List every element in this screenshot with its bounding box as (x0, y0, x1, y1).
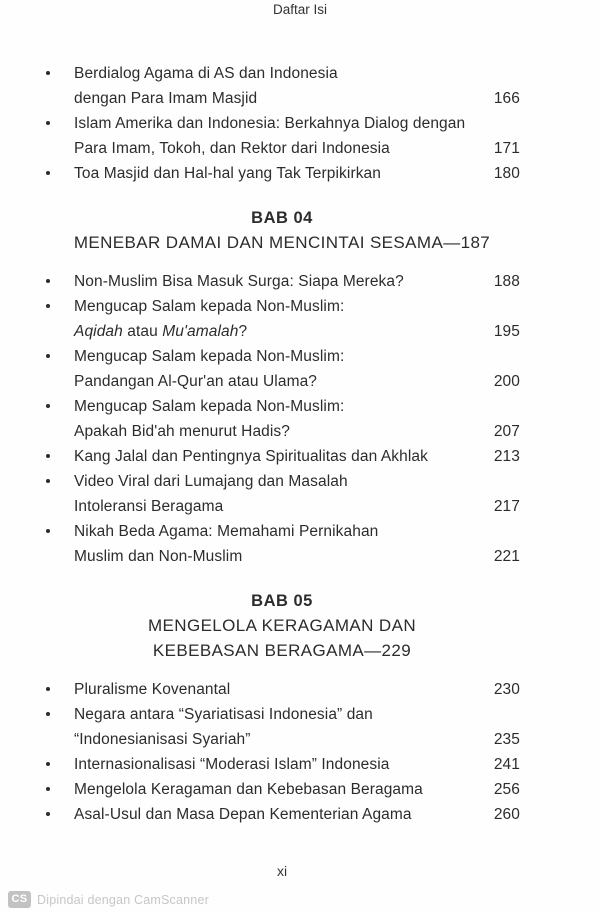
toc-entry-text: Kang Jalal dan Pentingnya Spiritualitas dan Akhlak (74, 448, 428, 465)
toc-item (44, 469, 520, 519)
toc-item-lines (74, 519, 520, 569)
toc-line (74, 469, 520, 494)
toc-entry-text: Apakah Bid'ah menurut Hadis? (74, 423, 291, 440)
toc-entry-page: 260 (493, 806, 520, 823)
toc-item-lines (74, 677, 520, 702)
bullet-icon (44, 344, 74, 369)
toc-entry-text: Internasionalisasi “Moderasi Islam” Indonesia (74, 756, 390, 773)
chapter-title-line: MENEBAR DAMAI DAN MENCINTAI SESAMA—187 (73, 233, 491, 252)
bullet-icon (44, 161, 74, 186)
toc-line (74, 802, 520, 827)
toc-entry-text: Mengucap Salam kepada Non-Muslim: (74, 348, 345, 365)
toc-entry-text: Mengucap Salam kepada Non-Muslim: (74, 298, 345, 315)
toc-entry-text: “Indonesianisasi Syariah” (74, 731, 251, 748)
toc-item (44, 519, 520, 569)
toc-line (74, 444, 520, 469)
toc-entry-text: dengan Para Imam Masjid (74, 90, 258, 107)
bullet-icon (44, 61, 74, 86)
toc-entry-page: 166 (493, 90, 520, 107)
toc-entry-page: 230 (493, 681, 520, 698)
camscanner-text: Dipindai dengan CamScanner (37, 892, 209, 907)
toc-list (44, 677, 520, 827)
toc-item-lines (74, 61, 520, 111)
toc-item (44, 802, 520, 827)
bullet-icon (44, 469, 74, 494)
toc-entry-text: Asal-Usul dan Masa Depan Kementerian Agama (74, 806, 412, 823)
toc-line (74, 161, 520, 186)
toc-item-lines (74, 294, 520, 344)
bullet-icon (44, 519, 74, 544)
toc-line (74, 61, 520, 86)
toc-item (44, 394, 520, 444)
toc-item-lines (74, 269, 520, 294)
toc-item (44, 444, 520, 469)
chapter-label: BAB 05 (251, 592, 313, 610)
toc-entry-page: 207 (493, 423, 520, 440)
toc-entry-text: Video Viral dari Lumajang dan Masalah (74, 473, 348, 490)
toc-entry-page: 235 (493, 731, 520, 748)
chapter-heading (44, 589, 520, 663)
toc-list (44, 61, 520, 186)
toc-item-lines (74, 702, 520, 752)
toc-item-lines (74, 752, 520, 777)
toc-line (74, 111, 520, 136)
bullet-icon (44, 702, 74, 727)
toc-entry-page: 188 (493, 273, 520, 290)
toc-item (44, 61, 520, 111)
toc-entry-page: 221 (493, 548, 520, 565)
toc-item (44, 269, 520, 294)
bullet-icon (44, 677, 74, 702)
bullet-icon (44, 394, 74, 419)
toc-entry-page: 213 (493, 448, 520, 465)
page-number-footer: xi (276, 863, 288, 879)
toc-item (44, 777, 520, 802)
toc-item-lines (74, 802, 520, 827)
toc-entry-page: 200 (493, 373, 520, 390)
toc-entry-text: Muslim dan Non-Muslim (74, 548, 243, 565)
bullet-icon (44, 444, 74, 469)
toc-item (44, 752, 520, 777)
toc-entry-page: 195 (493, 323, 520, 340)
toc-item (44, 161, 520, 186)
toc-item (44, 677, 520, 702)
bullet-icon (44, 294, 74, 319)
toc-entry-text: Intoleransi Beragama (74, 498, 224, 515)
toc-item-lines (74, 394, 520, 444)
toc-line (74, 494, 520, 519)
bullet-icon (44, 111, 74, 136)
toc-entry-text: Toa Masjid dan Hal-hal yang Tak Terpikirkan (74, 165, 381, 182)
toc-list (44, 269, 520, 569)
toc-line (74, 319, 520, 344)
toc-item-lines (74, 444, 520, 469)
toc-item-lines (74, 777, 520, 802)
toc-entry-page: 217 (493, 498, 520, 515)
toc-item-lines (74, 111, 520, 161)
toc-entry-text: Berdialog Agama di AS dan Indonesia (74, 65, 338, 82)
page-title: Daftar Isi (272, 2, 327, 17)
toc-entry-page: 256 (493, 781, 520, 798)
toc-line (74, 86, 520, 111)
chapter-title-line: KEBEBASAN BERAGAMA—229 (152, 641, 412, 660)
bullet-icon (44, 777, 74, 802)
toc (44, 61, 520, 827)
toc-entry-page: 180 (493, 165, 520, 182)
toc-entry-text: Islam Amerika dan Indonesia: Berkahnya Dialog dengan (74, 115, 466, 132)
toc-item (44, 702, 520, 752)
toc-entry-page: 241 (493, 756, 520, 773)
toc-entry-text: Non-Muslim Bisa Masuk Surga: Siapa Mereka? (74, 273, 404, 290)
toc-entry-text: Mengelola Keragaman dan Kebebasan Beragama (74, 781, 423, 798)
toc-entry-text: Aqidah atau Mu'amalah? (74, 323, 248, 340)
toc-line (74, 419, 520, 444)
toc-item-lines (74, 161, 520, 186)
toc-entry-text: Nikah Beda Agama: Memahami Pernikahan (74, 523, 379, 540)
toc-line (74, 727, 520, 752)
toc-entry-text: Mengucap Salam kepada Non-Muslim: (74, 398, 345, 415)
toc-item (44, 294, 520, 344)
toc-line (74, 269, 520, 294)
toc-item (44, 344, 520, 394)
chapter-label: BAB 04 (251, 209, 313, 227)
toc-line (74, 519, 520, 544)
chapter-heading (44, 206, 520, 255)
toc-line (74, 136, 520, 161)
toc-line (74, 702, 520, 727)
toc-entry-text: Pandangan Al-Qur'an atau Ulama? (74, 373, 318, 390)
toc-item-lines (74, 469, 520, 519)
toc-line (74, 777, 520, 802)
toc-line (74, 544, 520, 569)
toc-entry-text: Para Imam, Tokoh, dan Rektor dari Indonesia (74, 140, 390, 157)
toc-line (74, 752, 520, 777)
camscanner-icon: CS (8, 891, 31, 908)
camscanner-watermark (8, 891, 209, 908)
toc-item-lines (74, 344, 520, 394)
toc-line (74, 344, 520, 369)
toc-entry-page: 171 (493, 140, 520, 157)
toc-line (74, 677, 520, 702)
toc-line (74, 369, 520, 394)
toc-entry-text: Pluralisme Kovenantal (74, 681, 231, 698)
toc-entry-text: Negara antara “Syariatisasi Indonesia” dan (74, 706, 373, 723)
toc-item (44, 111, 520, 161)
bullet-icon (44, 802, 74, 827)
bullet-icon (44, 752, 74, 777)
chapter-title-line: MENGELOLA KERAGAMAN DAN (147, 616, 417, 635)
bullet-icon (44, 269, 74, 294)
toc-line (74, 294, 520, 319)
toc-line (74, 394, 520, 419)
